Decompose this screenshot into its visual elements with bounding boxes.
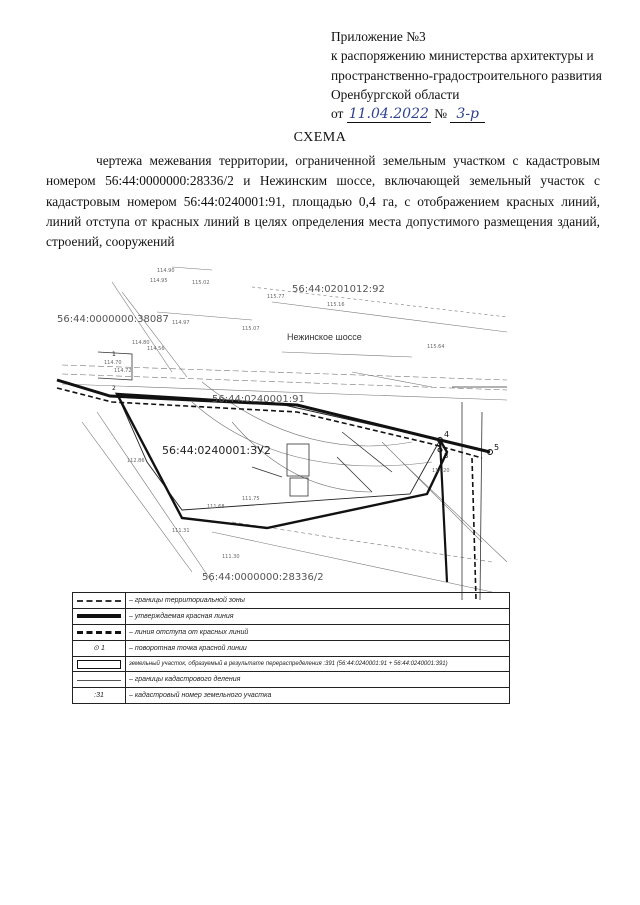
legend-text: земельный участок, образуемый в результате перераспределения :391 (56:44:0240001:91 + 56:44:0240001:391) [126, 656, 510, 672]
point-label: 2 [112, 385, 116, 392]
legend-symbol: ⊙ 1 [73, 640, 126, 656]
elevation: 114.20 [432, 468, 450, 474]
drawing-svg [52, 262, 512, 600]
appendix-line: Оренбургской области [331, 86, 460, 102]
legend-symbol [73, 672, 126, 688]
elevation: 111.31 [172, 528, 190, 534]
elevation: 115.16 [327, 302, 345, 308]
elevation: 111.75 [242, 496, 260, 502]
elevation: 114.56 [147, 346, 165, 352]
legend-text: – поворотная точка красной линии [126, 640, 510, 656]
elevation: 114.97 [172, 320, 190, 326]
legend-row [73, 593, 510, 609]
elevation: 115.07 [242, 326, 260, 332]
elevation: 114.95 [150, 278, 168, 284]
legend-symbol [73, 624, 126, 640]
elevation: 114.72 [114, 368, 132, 374]
appendix-date-line [331, 104, 631, 124]
point-label: 3 [444, 452, 449, 460]
document-subtitle: чертежа межевания территории, ограниченной земельным участком с кадастровым номером 56:44:0000000:28336/2 и Нежинским шоссе, включающей земельный участок с кадастровым номером 56:44:0240001:91, площадью 0,4 га, с отображением красных линий, линий отступа от красных линий в целях определения места допустимого размещения зданий, строений, сооружений [46, 153, 600, 250]
cadastral-bottom: 56:44:0000000:28336/2 [202, 572, 324, 583]
elevation: 114.80 [132, 340, 150, 346]
legend-row [73, 656, 510, 672]
legend-text: – границы территориальной зоны [126, 593, 510, 609]
appendix-line: пространственно-градостроительного развития [331, 67, 602, 83]
legend-row [73, 688, 510, 704]
legend-row [73, 672, 510, 688]
elevation: 111.30 [222, 554, 240, 560]
point-label: 1 [112, 351, 116, 358]
elevation: 115.02 [192, 280, 210, 286]
document-title: СХЕМА [293, 130, 347, 145]
buildings [252, 432, 392, 496]
appendix-line: к распоряжению министерства архитектуры и [331, 48, 594, 64]
legend-text: – линия отступа от красных линий [126, 624, 510, 640]
legend [72, 592, 510, 702]
legend-symbol [73, 593, 126, 609]
road-name: Нежинское шоссе [287, 332, 362, 342]
elevation: 114.70 [104, 360, 122, 366]
legend-symbol [73, 608, 126, 624]
number-value: 3-р [450, 106, 485, 123]
elevation: 112.86 [127, 458, 145, 464]
legend-symbol: :31 [73, 688, 126, 704]
appendix-header [331, 27, 631, 124]
plot-zu2 [117, 394, 450, 528]
legend-symbol [73, 656, 126, 672]
drawing-labels [57, 284, 499, 583]
legend-row [73, 608, 510, 624]
date-value: 11.04.2022 [348, 106, 429, 123]
legend-text: – границы кадастрового деления [126, 672, 510, 688]
elevation: 115.77 [267, 294, 285, 300]
point-label: 4 [444, 430, 450, 439]
legend-text: – утверждаемая красная линия [126, 608, 510, 624]
cadastral-top-right: 56:44:0201012:92 [292, 284, 385, 295]
elevation: 115.64 [427, 344, 445, 350]
legend-row [73, 624, 510, 640]
cadastral-drawing [52, 262, 512, 600]
red-line [57, 380, 490, 452]
number-prefix: № [434, 106, 448, 122]
date-prefix: от [331, 106, 344, 122]
cadastral-top-left: 56:44:0000000:38087 [57, 314, 169, 325]
appendix-line: Приложение №3 [331, 29, 426, 44]
elevation: 114.90 [157, 268, 175, 274]
cadastral-center: 56:44:0240001:91 [212, 394, 305, 405]
cadastral-plot: 56:44:0240001:ЗУ2 [162, 444, 271, 457]
legend-text: – кадастровый номер земельного участка [126, 688, 510, 704]
elevation-marks [104, 268, 450, 560]
legend-table [72, 592, 510, 704]
point-label: 5 [494, 443, 500, 452]
elevation: 111.68 [207, 504, 225, 510]
legend-row [73, 640, 510, 656]
